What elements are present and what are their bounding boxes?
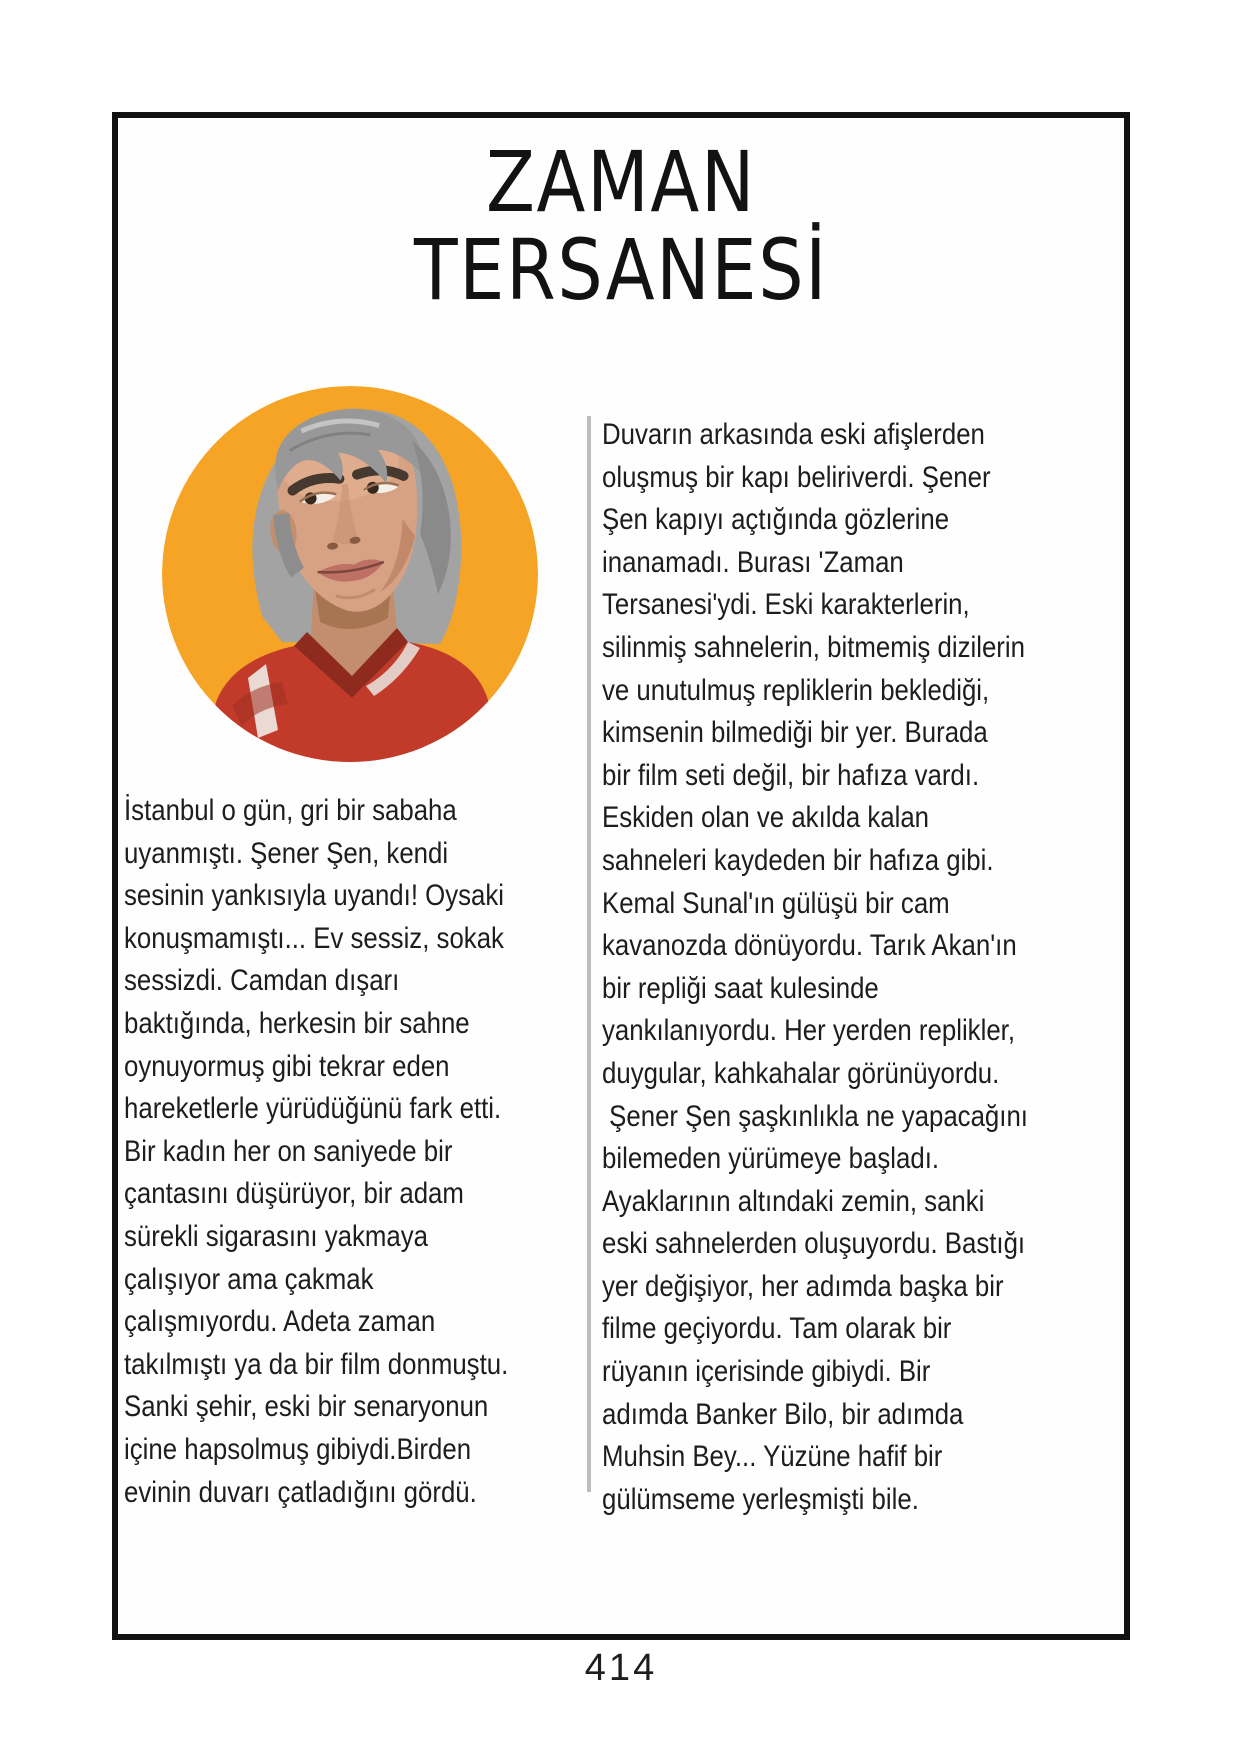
column-divider [587, 416, 591, 1492]
text-line: çantasını düşürüyor, bir adam [124, 1177, 464, 1211]
text-line: kavanozda dönüyordu. Tarık Akan'ın [602, 929, 1017, 963]
text-line: gülümseme yerleşmişti bile. [602, 1482, 919, 1516]
text-line: rüyanın içerisinde gibiydi. Bir [602, 1355, 931, 1389]
text-line: Şen kapıyı açtığında gözlerine [602, 503, 950, 537]
text-line: silinmiş sahnelerin, bitmemiş dizilerin [602, 630, 1025, 664]
text-line: konuşmamıştı... Ev sessiz, sokak [124, 921, 504, 955]
text-line: takılmıştı ya da bir film donmuştu. [124, 1347, 509, 1381]
text-line: Sanki şehir, eski bir senaryonun [124, 1390, 489, 1424]
text-line: duygular, kahkahalar görünüyordu. [602, 1056, 1000, 1090]
page-number: 414 [584, 1647, 658, 1689]
text-line: Ayaklarının altındaki zemin, sanki [602, 1184, 985, 1218]
text-line: Kemal Sunal'ın gülüşü bir cam [602, 886, 950, 920]
text-line: yer değişiyor, her adımda başka bir [602, 1269, 1004, 1303]
text-line: bilemeden yürümeye başladı. [602, 1142, 940, 1176]
title-line-1: ZAMAN [485, 133, 757, 231]
text-line: yankılanıyordu. Her yerden replikler, [602, 1014, 1016, 1048]
text-line: Eskiden olan ve akılda kalan [602, 801, 930, 835]
text-line: Bir kadın her on saniyede bir [124, 1134, 453, 1168]
page-title [188, 133, 1053, 319]
text-line: Tersanesi'ydi. Eski karakterlerin, [602, 588, 970, 622]
text-line: Duvarın arkasında eski afişlerden [602, 418, 985, 451]
text-line: çalışmıyordu. Adeta zaman [124, 1305, 436, 1339]
text-line: oluşmuş bir kapı beliriverdi. Şener [602, 460, 991, 494]
text-line: ve unutulmuş repliklerin beklediği, [602, 673, 990, 707]
text-line: sesinin yankısıyla uyandı! Oysaki [124, 879, 505, 913]
text-line: çalışıyor ama çakmak [124, 1262, 374, 1296]
text-line: baktığında, herkesin bir sahne [124, 1006, 470, 1040]
text-line: bir film seti değil, bir hafıza vardı. [602, 758, 980, 792]
portrait-circle [162, 386, 538, 762]
text-line: inanamadı. Burası 'Zaman [602, 545, 904, 579]
text-line: Şener Şen şaşkınlıkla ne yapacağını [602, 1099, 1028, 1133]
text-line: bir repliği saat kulesinde [602, 971, 879, 1005]
text-line: hareketlerle yürüdüğünü fark etti. [124, 1092, 502, 1126]
text-line: kimsenin bilmediği bir yer. Burada [602, 716, 988, 750]
text-line: sessizdi. Camdan dışarı [124, 964, 400, 998]
text-line: oynuyormuş gibi tekrar eden [124, 1049, 450, 1083]
text-line: sürekli sigarasını yakmaya [124, 1219, 428, 1253]
sener-sen-portrait-illustration [162, 386, 538, 762]
left-text-column [124, 790, 508, 1514]
text-line: içine hapsolmuş gibiydi.Birden [124, 1432, 472, 1466]
right-text-column [602, 414, 1028, 1521]
text-line: adımda Banker Bilo, bir adımda [602, 1397, 964, 1431]
text-line: evinin duvarı çatladığını gördü. [124, 1475, 477, 1509]
title-line-2: TERSANESİ [413, 221, 829, 319]
text-line: filme geçiyordu. Tam olarak bir [602, 1312, 952, 1346]
text-line: Muhsin Bey... Yüzüne hafif bir [602, 1440, 943, 1474]
text-line: eski sahnelerden oluşuyordu. Bastığı [602, 1227, 1026, 1261]
text-line: İstanbul o gün, gri bir sabaha [124, 794, 457, 827]
text-line: sahneleri kaydeden bir hafıza gibi. [602, 843, 994, 877]
text-line: uyanmıştı. Şener Şen, kendi [124, 836, 449, 870]
